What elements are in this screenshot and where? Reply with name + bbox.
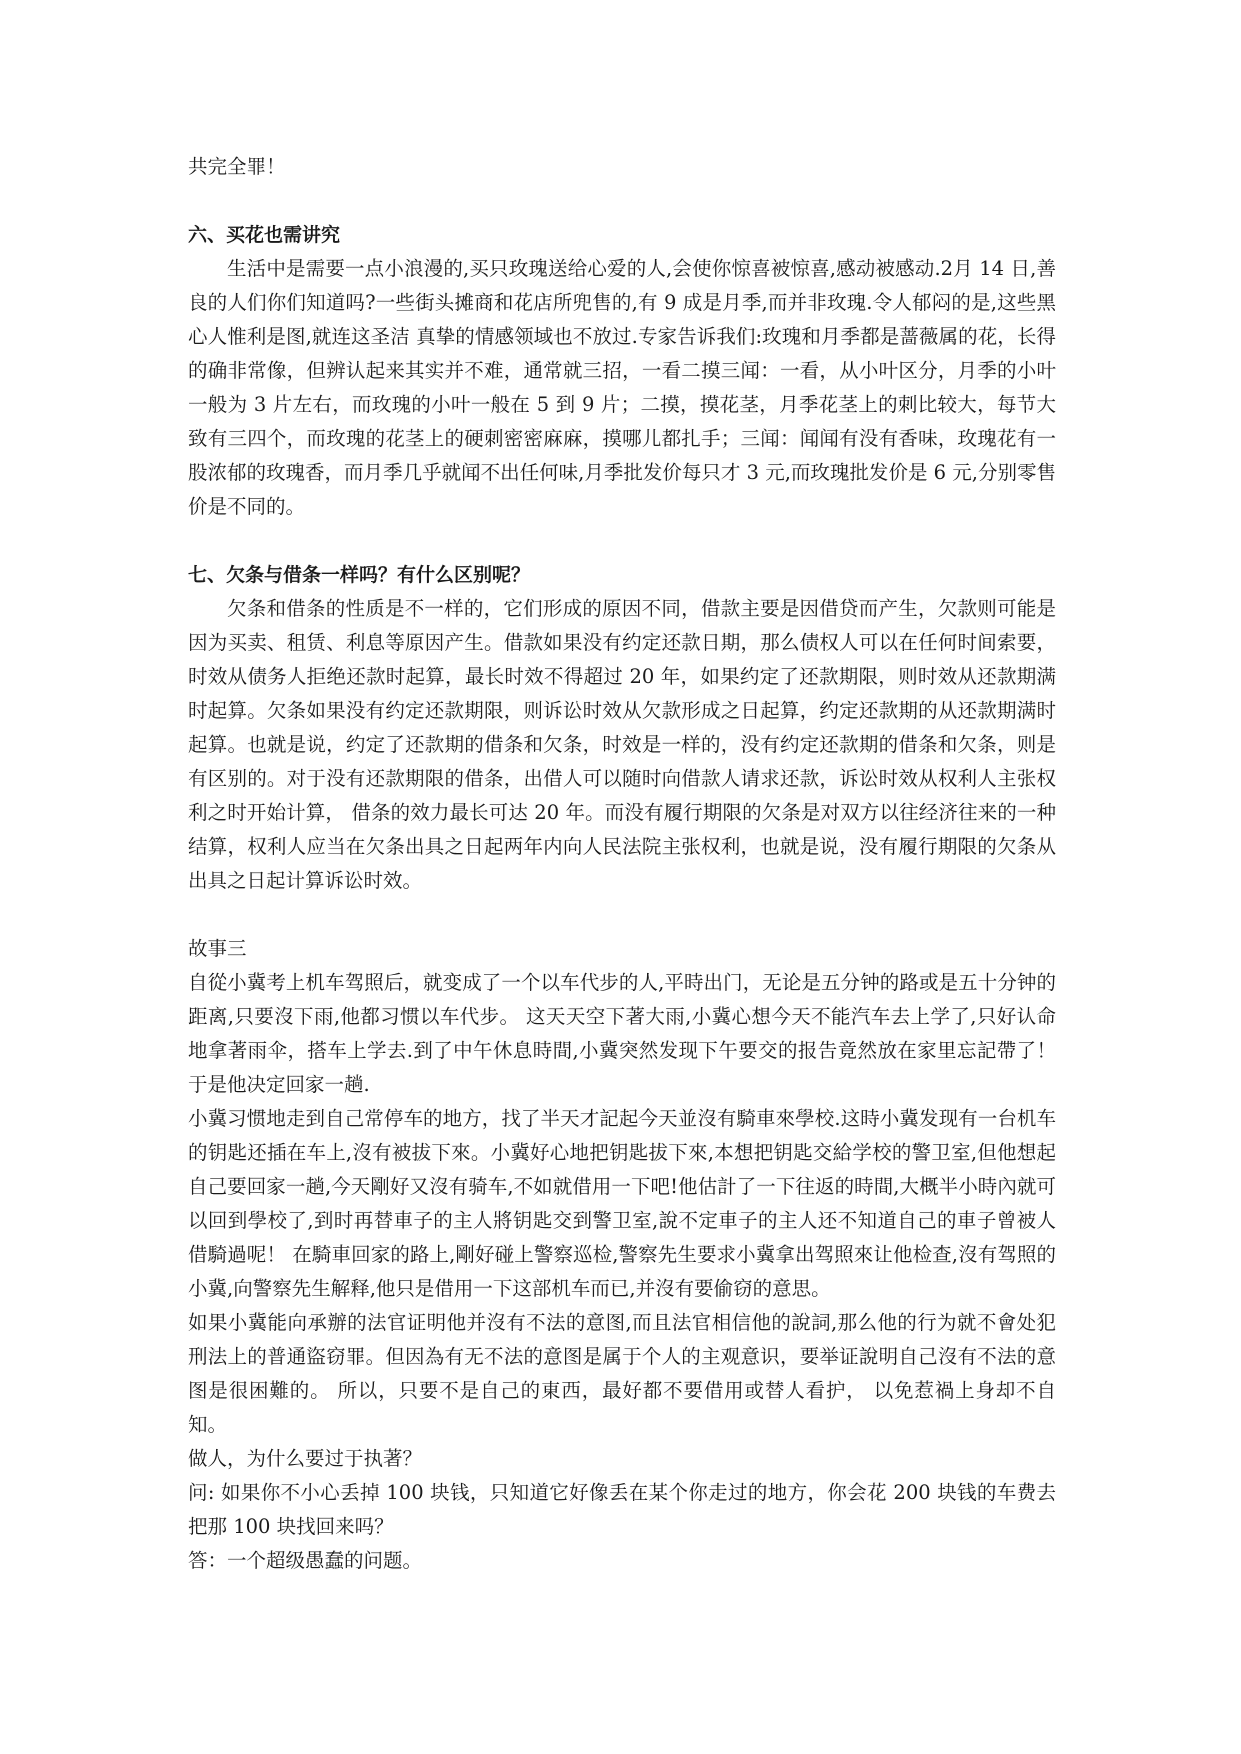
document-body bbox=[188, 150, 1056, 1578]
continuation-text: 共完全罪！ bbox=[188, 155, 286, 178]
story-3-answer: 答：一个超级愚蠢的问题。 bbox=[188, 1549, 423, 1572]
spacer bbox=[188, 524, 1056, 558]
section-7-body: 欠条和借条的性质是不一样的，它们形成的原因不同，借款主要是因借贷而产生，欠款则可能是因为买卖、租赁、利息等原因产生。借款如果没有约定还款日期，那么债权人可以在任何时间索要，时效从债务人拒绝还款时起算，最长时效不得超过 20 年，如果约定了还款期限，则时效从还款期满时起算。欠条如果没有约定还款期限，则诉讼时效从欠款形成之日起算，约定还款期的从还款期满时起算。也就是说，约定了还款期的借条和欠条，时效是一样的，没有约定还款期的借条和欠条，则是有区别的。对于没有还款期限的借条，出借人可以随时向借款人请求还款，诉讼时效从权利人主张权利之时开始计算， 借条的效力最长可达 20 年。而没有履行期限的欠条是对双方以往经济往来的一种结算，权利人应当在欠条出具之日起两年内向人民法院主张权利，也就是说，没有履行期限的欠条从出具之日起计算诉讼时效。 bbox=[188, 597, 1056, 892]
section-6-body: 生活中是需要一点小浪漫的,买只玫瑰送给心爱的人,会使你惊喜被惊喜,感动被感动.2月 14 日,善良的人们你们知道吗?一些街头摊商和花店所兜售的,有 9 成是月季,而并非玫瑰.令人郁闷的是,这些黑心人惟利是图,就连这圣洁 真挚的情感领域也不放过.专家告诉我们:玫瑰和月季都是蔷薇属的花，长得的确非常像，但辨认起来其实并不难，通常就三招，一看二摸三闻：一看，从小叶区分，月季的小叶一般为 3 片左右，而玫瑰的小叶一般在 5 到 9 片；二摸，摸花茎，月季花茎上的刺比较大，每节大致有三四个，而玫瑰的花茎上的硬刺密密麻麻，摸哪儿都扎手；三闻：闻闻有没有香味，玫瑰花有一股浓郁的玫瑰香，而月季几乎就闻不出任何味,月季批发价每只才 3 元,而玫瑰批发价是 6 元,分别零售价是不同的。 bbox=[188, 257, 1056, 518]
spacer bbox=[188, 184, 1056, 218]
story-3-title: 故事三 bbox=[188, 937, 247, 960]
story-3-question-heading: 做人，为什么要过于执著？ bbox=[188, 1447, 423, 1470]
section-6-heading: 六、买花也需讲究 bbox=[188, 224, 341, 246]
spacer bbox=[188, 898, 1056, 932]
story-3-question: 问: 如果你不小心丢掉 100 块钱，只知道它好像丢在某个你走过的地方，你会花 200 块钱的车费去把那 100 块找回来吗？ bbox=[188, 1481, 1056, 1538]
story-3-paragraph-3: 如果小冀能向承辦的法官证明他并沒有不法的意图,而且法官相信他的說詞,那么他的行为就不會处犯刑法上的普通盜窃罪。但因為有无不法的意图是属于个人的主观意识，要举证說明自己沒有不法的意图是很困難的。 所以，只要不是自己的東西，最好都不要借用或替人看护， 以免惹禍上身却不自知。 bbox=[188, 1311, 1056, 1436]
story-3-paragraph-2: 小冀习惯地走到自己常停车的地方，找了半天才記起今天並沒有騎車來學校.这時小冀发现有一台机车的钥匙还插在车上,沒有被拔下來。小冀好心地把钥匙拔下來,本想把钥匙交給学校的警卫室,但他想起自己要回家一趟,今天剛好又沒有骑车,不如就借用一下吧!他估計了一下往返的時間,大概半小時內就可以回到學校了,到时再替車子的主人將钥匙交到警卫室,說不定車子的主人还不知道自己的車子曾被人借騎過呢！ 在騎車回家的路上,剛好碰上警察巡检,警察先生要求小冀拿出驾照來让他检查,沒有驾照的小冀,向警察先生解释,他只是借用一下这部机车而已,并沒有要偷窃的意思。 bbox=[188, 1107, 1056, 1300]
story-3-paragraph-1: 自從小冀考上机车驾照后，就变成了一个以车代步的人,平時出门，无论是五分钟的路或是五十分钟的距离,只要沒下雨,他都习惯以车代步。 这天天空下著大雨,小冀心想今天不能汽车去上学了,只好认命地拿著雨伞，搭车上学去.到了中午休息時間,小冀突然发现下午要交的报告竟然放在家里忘記帶了！ 于是他决定回家一趟. bbox=[188, 971, 1056, 1096]
section-7-heading: 七、欠条与借条一样吗？有什么区别呢？ bbox=[188, 564, 531, 586]
